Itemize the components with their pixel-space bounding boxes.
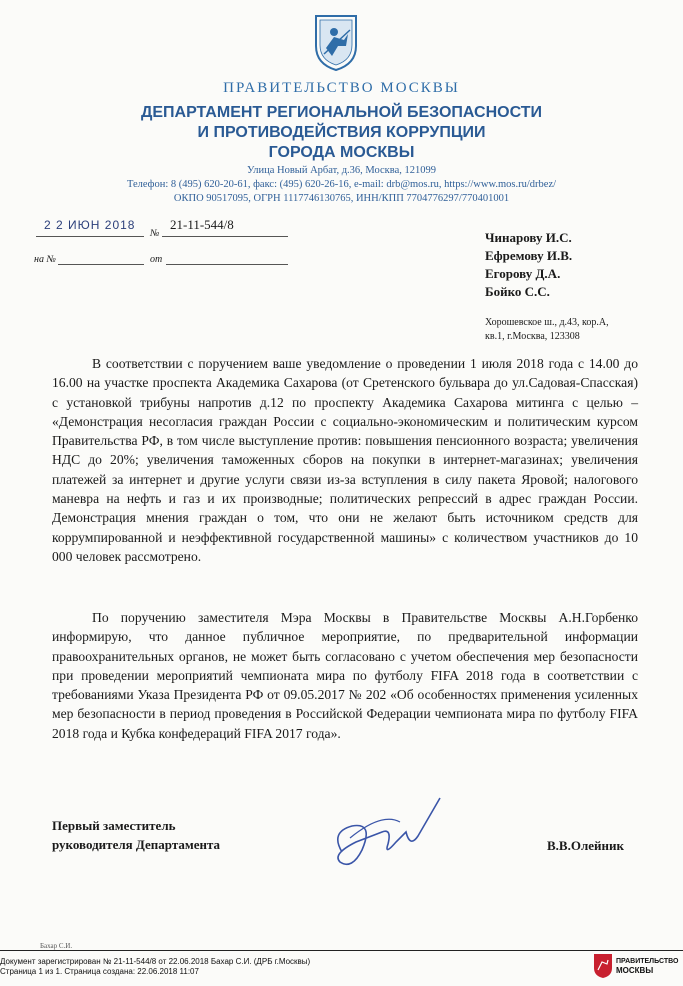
handwritten-signature [322, 792, 452, 882]
department-name-line-3: ГОРОДА МОСКВЫ [268, 144, 415, 161]
signatory-title-line-1: Первый заместитель [52, 818, 176, 833]
date-line [36, 236, 144, 237]
on-number-label: на № [34, 254, 56, 265]
body-paragraph-1: В соответствии с поручением ваше уведомление о проведении 1 июля 2018 года с 14.00 до 16.00 на участке проспекта Академика Сахарова (от Сретенского бульвара до ул.Садовая-Спасская) с установкой трибуны напротив д.12 по проспекту Академика Сахарова митинга с целью – «Демонстрация несогласия граждан России с социально-экономическим и политическим курсом Правительства РФ, в том числе выступление против: повышения пенсионного возраста; увеличения НДС до 20%; увеличения таможенных сборов на покупки в интернет-магазинах; увеличения платежей за интернет и другие услуги связи из-за вступления в силу пакета Яровой; налогового маневра на нефть и газ и их производные; политических репрессий в адрес граждан России. Демонстрация мнения граждан о том, что они не желают быть источником средств для коррумпированной и неэффективной государственной машины» с количеством участников до 10 000 человек рассмотрено. [52, 356, 638, 564]
moscow-coat-of-arms-icon [312, 12, 360, 72]
footer-logo-line-2: МОСКВЫ [616, 966, 654, 975]
department-name-line-1: ДЕПАРТАМЕНТ РЕГИОНАЛЬНОЙ БЕЗОПАСНОСТИ [140, 104, 543, 121]
recipient-3: Егорову Д.А. [485, 266, 561, 281]
from-line [166, 264, 288, 265]
page-info-footer: Страница 1 из 1. Страница создана: 22.06.2018 11:07 [0, 967, 199, 976]
moscow-government-logo-icon [593, 953, 613, 979]
recipient-2: Ефремову И.В. [485, 248, 573, 263]
footer-logo-text [616, 957, 678, 975]
date-stamp: 2 2 ИЮН 2018 [44, 218, 136, 232]
department-name-line-2: И ПРОТИВОДЕЙСТВИЯ КОРРУПЦИИ [197, 124, 486, 141]
recipient-1: Чинарову И.С. [485, 230, 572, 245]
registration-footer: Документ зарегистрирован № 21-11-544/8 от 22.06.2018 Бахар С.И. (ДРБ г.Москвы) [0, 957, 311, 966]
signatory-title-line-2: руководителя Департамента [52, 837, 221, 852]
footer-divider [0, 950, 683, 951]
signatory-name: В.В.Олейник [547, 838, 624, 853]
footer-logo-line-1: ПРАВИТЕЛЬСТВО [616, 958, 679, 965]
registration-number: 21-11-544/8 [170, 217, 234, 232]
number-label: № [150, 228, 160, 239]
number-line [162, 236, 288, 237]
department-address: Улица Новый Арбат, д.36, Москва, 121099 [246, 165, 436, 176]
recipient-4: Бойко С.С. [485, 284, 550, 299]
on-number-line [58, 264, 144, 265]
department-contacts: Телефон: 8 (495) 620-20-61, факс: (495) 620-26-16, e-mail: drb@mos.ru, https://www.mos.ru/drbez/ [126, 179, 557, 190]
department-codes: ОКПО 90517095, ОГРН 1117746130765, ИНН/КПП 7704776297/770401001 [173, 193, 510, 204]
recipient-address-line-1: Хорошевское ш., д.43, кор.А, [485, 317, 609, 328]
body-paragraph-2: По поручению заместителя Мэра Москвы в Правительстве Москвы А.Н.Горбенко информирую, что данное публичное мероприятие, по предварительной информации правоохранительных органов, не может быть согласовано с учетом обеспечения мер безопасности при проведении мероприятий чемпионата мира по футболу FIFA 2018 года в соответствии с требованиями Указа Президента РФ от 09.05.2017 № 202 «Об особенностях применения усиленных мер безопасности в период проведения в Российской Федерации чемпионата мира по футболу FIFA 2018 года и Кубка конфедераций FIFA 2017 года». [52, 610, 638, 741]
executor-name: Бахар С.И. [40, 942, 73, 950]
recipient-address-line-2: кв.1, г.Москва, 123308 [485, 331, 580, 342]
from-label: от [150, 254, 163, 265]
government-name: ПРАВИТЕЛЬСТВО МОСКВЫ [223, 80, 460, 96]
signatory-title [52, 816, 220, 854]
